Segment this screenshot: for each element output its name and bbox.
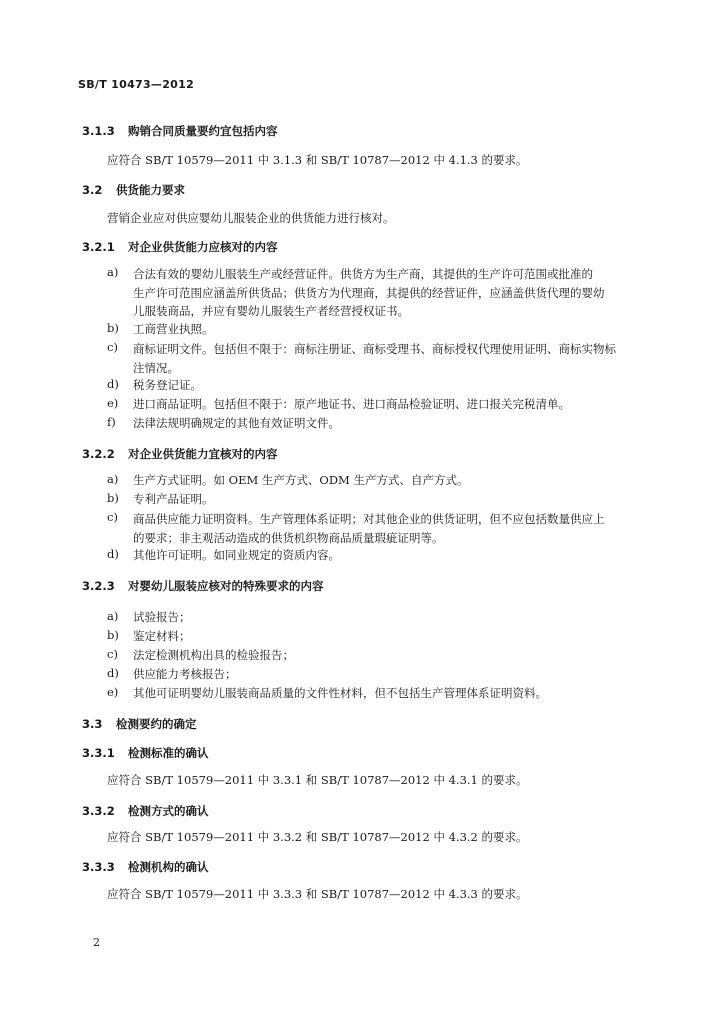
list-line: 儿服装商品，并应有婴幼儿服装生产者经营授权证书。 [133,304,409,318]
list-item [107,396,570,412]
list-label: e) [107,396,119,410]
list-line: 专利产品证明。 [133,492,214,506]
list-line: 注情况。 [133,360,179,375]
section-paragraph-3-3-1: 应符合 SB/T 10579—2011 中 3.3.1 和 SB/T 10787—2012 中 4.3.1 的要求。 [107,773,528,787]
section-paragraph-3-3-2: 应符合 SB/T 10579—2011 中 3.3.2 和 SB/T 10787—2012 中 4.3.2 的要求。 [107,830,528,844]
list-label: c) [107,510,118,524]
list-line: 供应能力考核报告； [133,667,237,681]
list-item [107,510,605,547]
section-number: 3.3.3 [82,860,115,874]
list-label: c) [107,340,118,354]
list-item [107,340,616,377]
section-heading-3-2-2 [82,446,278,462]
section-number: 3.2.2 [82,447,115,461]
list-item [107,472,469,488]
section-heading-3-2-3 [82,578,324,594]
section-number: 3.3 [82,717,103,731]
section-title: 检测机构的确认 [128,860,209,874]
section-number: 3.1.3 [82,124,115,138]
list-line: 的要求；非主观活动造成的供货机织物商品质量瑕疵证明等。 [133,530,444,545]
section-heading-3-1-3 [82,123,278,139]
section-title: 检测方式的确认 [128,804,209,818]
list-label: a) [107,265,119,279]
section-title: 对婴幼儿服装应核对的特殊要求的内容 [128,579,324,593]
list-line: 鉴定材料； [133,629,191,643]
list-line: 法律法规明确规定的其他有效证明文件。 [133,416,340,430]
section-title: 检测要约的确定 [116,717,197,731]
list-item [107,415,340,431]
list-item [107,685,547,701]
list-label: a) [107,472,119,486]
section-number: 3.3.2 [82,804,115,818]
section-number: 3.2.3 [82,579,115,593]
section-heading-3-3-3 [82,859,209,875]
list-item [107,628,191,644]
list-label: f) [107,415,116,429]
list-label: b) [107,628,119,642]
list-line: 其他可证明婴幼儿服装商品质量的文件性材料，但不包括生产管理体系证明资料。 [133,686,547,700]
section-heading-3-2 [82,182,185,198]
list-line: 法定检测机构出具的检验报告； [133,648,294,662]
list-line: 商标证明文件。包括但不限于：商标注册证、商标受理书、商标授权代理使用证明、商标实物标 [133,342,616,356]
list-item [107,377,202,393]
section-number: 3.2 [82,183,103,197]
list-label: d) [107,666,119,680]
list-line: 进口商品证明。包括但不限于：原产地证书、进口商品检验证明、进口报关完税清单。 [133,397,570,411]
list-line: 其他许可证明。如同业规定的资质内容。 [133,548,340,562]
list-label: e) [107,685,119,699]
section-title: 对企业供货能力宜核对的内容 [128,447,278,461]
page-number: 2 [93,936,100,949]
list-line: 税务登记证。 [133,378,202,392]
list-line: 合法有效的婴幼儿服装生产或经营证件。供货方为生产商，其提供的生产许可范围或批准的 [133,267,593,281]
section-heading-3-3-2 [82,803,209,819]
section-title: 对企业供货能力应核对的内容 [128,240,278,254]
section-paragraph-3-3-3: 应符合 SB/T 10579—2011 中 3.3.3 和 SB/T 10787—2012 中 4.3.3 的要求。 [107,887,528,901]
standard-code: SB/T 10473—2012 [78,78,195,91]
section-number: 3.3.1 [82,746,115,760]
section-paragraph-3-2: 营销企业应对供应婴幼儿服装企业的供货能力进行核对。 [107,211,395,225]
list-line: 工商营业执照。 [133,322,214,336]
section-title: 供货能力要求 [116,183,185,197]
list-label: b) [107,491,119,505]
section-heading-3-2-1 [82,239,278,255]
section-number: 3.2.1 [82,240,115,254]
list-item [107,647,294,663]
list-item [107,666,237,682]
section-heading-3-3 [82,716,197,732]
list-item [107,321,214,337]
list-item [107,609,191,625]
section-heading-3-3-1 [82,745,209,761]
list-item [107,547,340,563]
list-label: d) [107,547,119,561]
list-label: c) [107,647,118,661]
section-paragraph-3-1-3: 应符合 SB/T 10579—2011 中 3.1.3 和 SB/T 10787—2012 中 4.1.3 的要求。 [107,153,528,167]
list-label: b) [107,321,119,335]
list-line: 试验报告； [133,610,191,624]
list-line: 商品供应能力证明资料。生产管理体系证明；对其他企业的供货证明，但不应包括数量供应上 [133,512,605,526]
list-item [107,491,214,507]
list-line: 生产方式证明。如 OEM 生产方式、ODM 生产方式、自产方式。 [133,473,469,487]
section-title: 购销合同质量要约宜包括内容 [128,124,278,138]
list-label: d) [107,377,119,391]
list-line: 生产许可范围应涵盖所供货品；供货方为代理商，其提供的经营证件，应涵盖供货代理的婴幼 [133,285,605,300]
section-title: 检测标准的确认 [128,746,209,760]
list-item [107,265,605,321]
list-label: a) [107,609,119,623]
